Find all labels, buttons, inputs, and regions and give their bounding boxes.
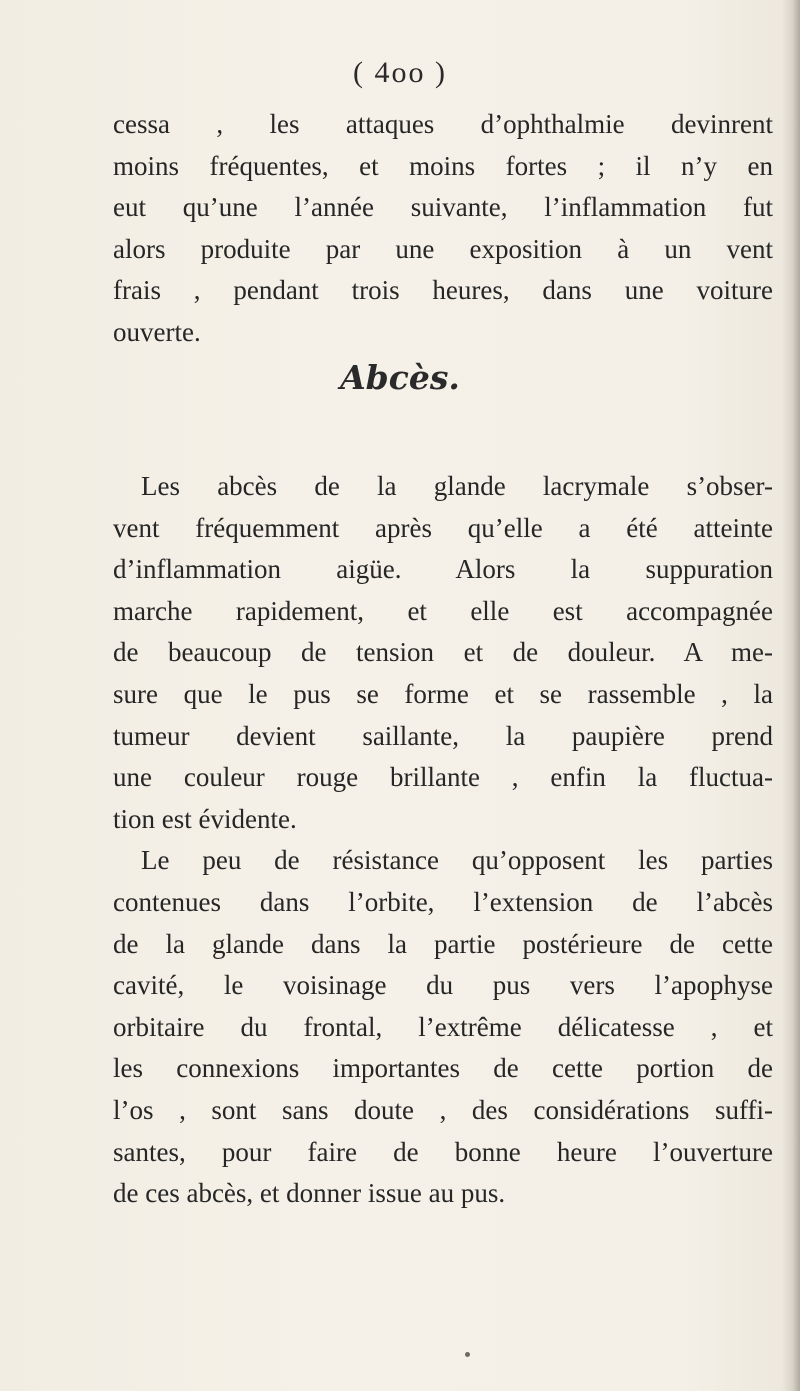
text-line: santes, pour faire de bonne heure l’ouverture: [113, 1136, 773, 1167]
text-line: alors produite par une exposition à un vent: [113, 233, 773, 264]
text-line: sure que le pus se forme et se rassemble , la: [113, 678, 773, 709]
text-line: les connexions importantes de cette portion de: [113, 1053, 773, 1084]
text-line: ouverte.: [113, 316, 201, 347]
text-line: vent fréquemment après qu’elle a été atteinte: [113, 512, 773, 543]
section-body: [113, 466, 773, 1215]
text-line: tion est évidente.: [113, 803, 297, 834]
text-line: orbitaire du frontal, l’extrême délicatesse , et: [113, 1011, 773, 1042]
section-heading-wrap: [0, 358, 800, 397]
text-line: d’inflammation aigüe. Alors la suppuration: [113, 554, 773, 585]
text-line: tumeur devient saillante, la paupière prend: [113, 720, 773, 751]
paragraph-continuation: [113, 104, 773, 354]
text-line: frais , pendant trois heures, dans une voiture: [113, 275, 773, 306]
page-edge-shadow: [782, 0, 800, 1391]
text-line: de la glande dans la partie postérieure de cette: [113, 928, 773, 959]
text-line: de beaucoup de tension et de douleur. A me-: [113, 637, 773, 668]
ink-speck: [465, 1352, 470, 1357]
text-line: Le peu de résistance qu’opposent les parties: [141, 845, 773, 876]
text-line: cavité, le voisinage du pus vers l’apophyse: [113, 970, 773, 1001]
text-line: l’os , sont sans doute , des considérations suffi-: [113, 1094, 773, 1125]
text-line: de ces abcès, et donner issue au pus.: [113, 1178, 506, 1209]
text-line: eut qu’une l’année suivante, l’inflammation fut: [113, 192, 773, 223]
text-line: moins fréquentes, et moins fortes ; il n’y en: [113, 150, 773, 181]
text-line: contenues dans l’orbite, l’extension de l’abcès: [113, 886, 773, 917]
text-line: marche rapidement, et elle est accompagnée: [113, 595, 773, 626]
page-number: ( 4oo ): [353, 56, 447, 89]
text-line: cessa , les attaques d’ophthalmie devinrent: [113, 109, 773, 139]
text-line: une couleur rouge brillante , enfin la fluctua-: [113, 762, 773, 793]
section-heading: Abcès.: [340, 358, 460, 397]
text-line: Les abcès de la glande lacrymale s’obser-: [141, 471, 773, 501]
